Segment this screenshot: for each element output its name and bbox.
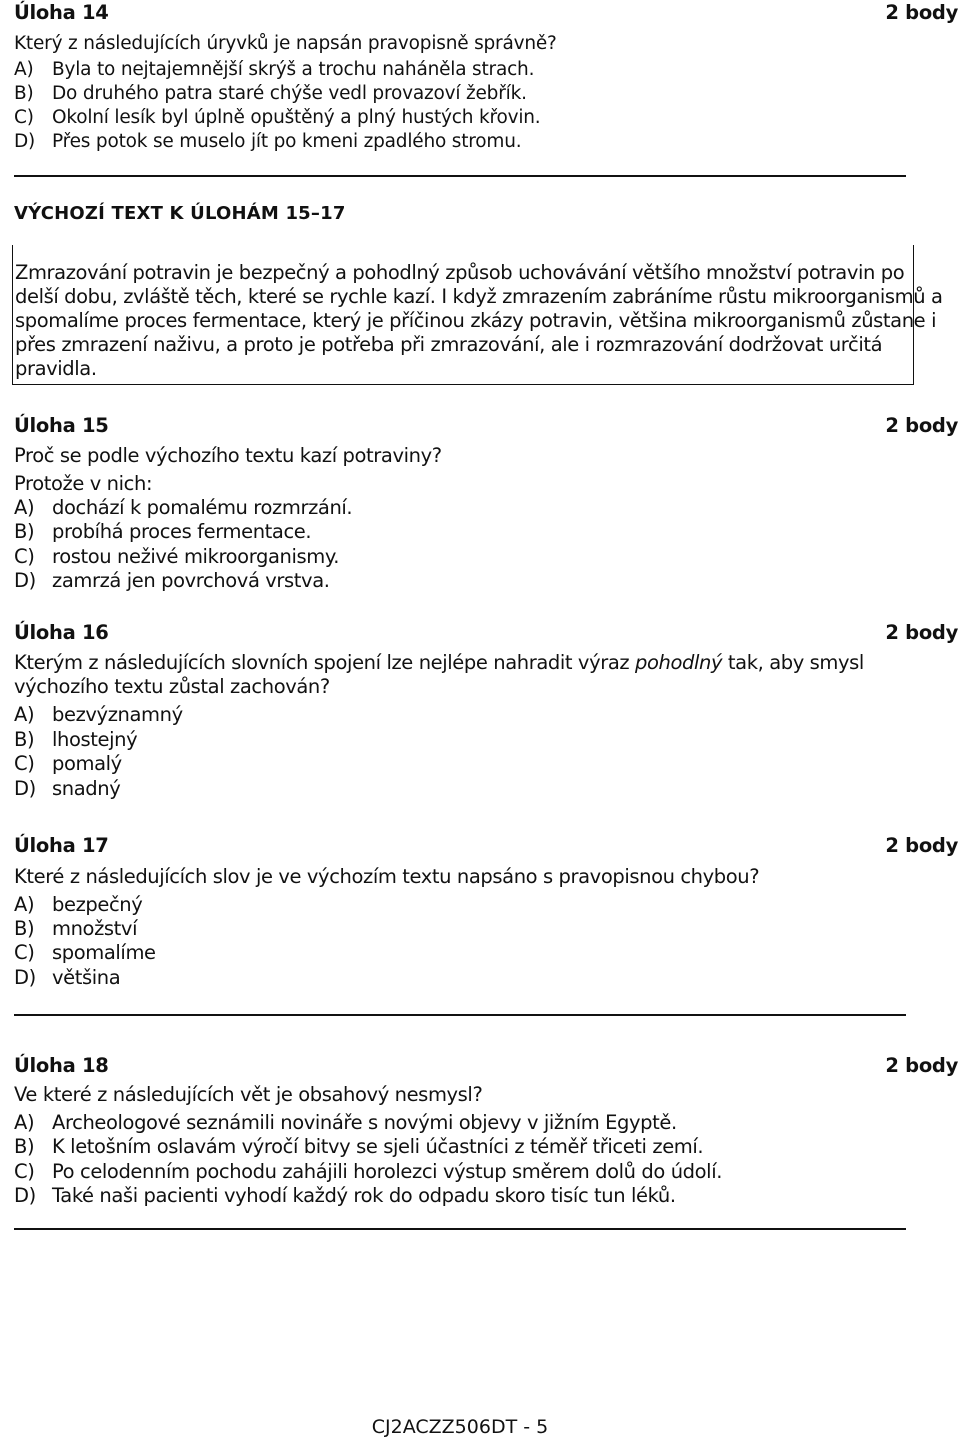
answer-option — [14, 752, 122, 776]
option-text: Do druhého patra staré chýše vedl provazoví žebřík. — [52, 83, 527, 104]
task-question: Proč se podle výchozího textu kazí potraviny? — [14, 444, 442, 467]
task-points: 2 body — [885, 1, 958, 24]
option-letter: A) — [14, 703, 35, 726]
option-letter: B) — [14, 83, 34, 104]
option-letter: C) — [14, 545, 35, 568]
answer-option — [14, 941, 156, 965]
option-letter: C) — [14, 107, 34, 128]
source-text-line: přes zmrazení naživu, a proto je potřeba při zmrazování, ale i rozmrazování dodržovat určitá — [15, 333, 883, 356]
answer-option — [14, 569, 330, 593]
source-text-line: spomalíme proces fermentace, který je příčinou zkázy potravin, většina mikroorganismů zůstane i — [15, 309, 937, 332]
answer-option — [14, 130, 521, 154]
option-text: Archeologové seznámili novináře s novými objevy v jižním Egyptě. — [52, 1111, 677, 1134]
option-letter: D) — [14, 569, 36, 592]
task-17-header — [14, 834, 958, 860]
option-letter: D) — [14, 966, 36, 989]
option-text: bezpečný — [52, 893, 143, 916]
task-14-header — [14, 1, 958, 27]
option-text: Byla to nejtajemnější skrýš a trochu naháněla strach. — [52, 59, 535, 80]
option-letter: A) — [14, 893, 35, 916]
option-letter: A) — [14, 496, 35, 519]
option-text: spomalíme — [52, 941, 156, 964]
option-text: Přes potok se muselo jít po kmeni zpadlého stromu. — [52, 131, 522, 152]
task-question: Které z následujících slov je ve výchozím textu napsáno s pravopisnou chybou? — [14, 865, 760, 888]
option-letter: A) — [14, 59, 34, 80]
task-16-header — [14, 621, 958, 647]
option-letter: C) — [14, 752, 35, 775]
option-letter: C) — [14, 1160, 35, 1183]
source-text-line: Zmrazování potravin je bezpečný a pohodlný způsob uchovávání většího množství potravin po — [15, 261, 905, 284]
option-letter: A) — [14, 1111, 35, 1134]
option-text: Také naši pacienti vyhodí každý rok do odpadu skoro tisíc tun léků. — [52, 1184, 676, 1207]
task-title: Úloha 14 — [14, 1, 109, 24]
question-text: Kterým z následujících slovních spojení lze nejlépe nahradit výraz — [14, 651, 636, 674]
answer-option — [14, 82, 527, 106]
option-letter: D) — [14, 1184, 36, 1207]
option-text: Po celodenním pochodu zahájili horolezci výstup směrem dolů do údolí. — [52, 1160, 723, 1183]
source-text-box — [12, 245, 943, 385]
option-text: lhostejný — [52, 728, 138, 751]
option-text: pomalý — [52, 752, 122, 775]
option-letter: B) — [14, 520, 35, 543]
task-title: Úloha 18 — [14, 1054, 109, 1077]
task-question: Ve které z následujících vět je obsahový nesmysl? — [14, 1083, 483, 1106]
answer-option — [14, 520, 311, 544]
task-question-lead: Protože v nich: — [14, 472, 153, 495]
answer-option — [14, 703, 183, 727]
option-text: zamrzá jen povrchová vrstva. — [52, 569, 330, 592]
option-text: snadný — [52, 777, 121, 800]
task-points: 2 body — [885, 1054, 958, 1077]
task-question — [14, 651, 864, 675]
task-question-continued: výchozího textu zůstal zachován? — [14, 675, 330, 698]
option-text: většina — [52, 966, 121, 989]
option-text: množství — [52, 917, 138, 940]
question-text: tak, aby smysl — [722, 651, 864, 674]
option-text: bezvýznamný — [52, 703, 183, 726]
option-text: probíhá proces fermentace. — [52, 520, 312, 543]
option-letter: D) — [14, 777, 36, 800]
question-italic-term: pohodlný — [635, 651, 723, 674]
option-text: Okolní lesík byl úplně opuštěný a plný hustých křovin. — [52, 107, 541, 128]
option-letter: D) — [14, 131, 36, 152]
answer-option — [14, 58, 534, 82]
answer-option — [14, 917, 137, 941]
task-points: 2 body — [885, 621, 958, 644]
task-title: Úloha 15 — [14, 414, 109, 437]
option-letter: B) — [14, 728, 35, 751]
option-text: dochází k pomalému rozmrzání. — [52, 496, 353, 519]
section-divider — [14, 175, 906, 177]
task-points: 2 body — [885, 834, 958, 857]
answer-option — [14, 545, 339, 569]
source-text-line: pravidla. — [15, 357, 97, 380]
task-title: Úloha 17 — [14, 834, 109, 857]
answer-option — [14, 966, 120, 990]
answer-option — [14, 1135, 703, 1159]
task-18-header — [14, 1054, 958, 1080]
section-divider — [14, 1014, 906, 1016]
answer-option — [14, 1160, 722, 1184]
option-text: rostou neživé mikroorganismy. — [52, 545, 340, 568]
task-title: Úloha 16 — [14, 621, 109, 644]
option-text: K letošním oslavám výročí bitvy se sjeli účastníci z téměř třiceti zemí. — [52, 1135, 704, 1158]
answer-option — [14, 496, 352, 520]
option-letter: B) — [14, 917, 35, 940]
answer-option — [14, 728, 137, 752]
option-letter: C) — [14, 941, 35, 964]
answer-option — [14, 1184, 676, 1208]
task-points: 2 body — [885, 414, 958, 437]
source-text-heading: VÝCHOZÍ TEXT K ÚLOHÁM 15–17 — [14, 203, 346, 224]
answer-option — [14, 1111, 677, 1135]
source-text-line: delší dobu, zvláště těch, které se rychle kazí. I když zmrazením zabráníme růstu mikroorganismů a — [15, 285, 943, 308]
task-question: Který z následujících úryvků je napsán pravopisně správně? — [14, 33, 557, 54]
section-divider — [14, 1228, 906, 1230]
answer-option — [14, 893, 142, 917]
answer-option — [14, 777, 120, 801]
task-15-header — [14, 414, 958, 440]
answer-option — [14, 106, 540, 130]
option-letter: B) — [14, 1135, 35, 1158]
page-footer-code: CJ2ACZZ506DT - 5 — [371, 1416, 549, 1438]
